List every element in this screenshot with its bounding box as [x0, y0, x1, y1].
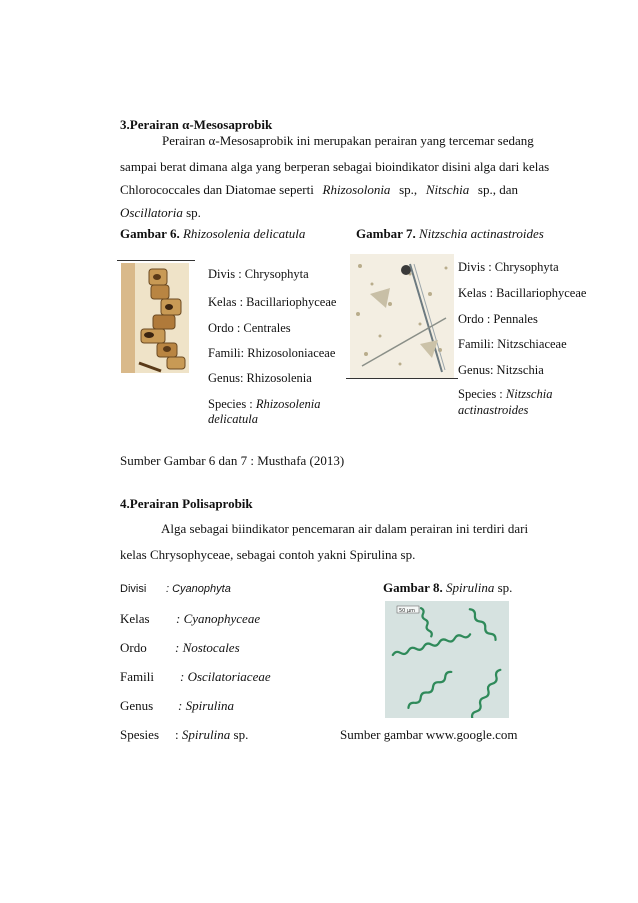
spesies-post: sp. — [233, 727, 249, 742]
figure-6-top-rule — [117, 260, 195, 261]
figure-6-7-source: Sumber Gambar 6 dan 7 : Musthafa (2013) — [120, 453, 345, 468]
figure-7-genus: Genus: Nitzschia — [458, 363, 544, 377]
figure-8-title-post: sp. — [497, 580, 513, 595]
figure-7-divis: Divis : Chrysophyta — [458, 260, 559, 274]
figure-7-title: Nitzschia actinastroides — [418, 226, 544, 241]
taxonomy-8-genus-value: : Spirulina — [178, 698, 234, 713]
figure-7-label: Gambar 7. — [356, 226, 416, 241]
figure-6-species — [208, 396, 321, 412]
figure-8-label: Gambar 8. — [383, 580, 443, 595]
species-label: Species : — [458, 387, 503, 401]
figure-7-kelas: Kelas : Bacillariophyceae — [458, 286, 587, 300]
figure-8-scale-text: 50 µm — [399, 608, 416, 614]
spesies-colon: : — [175, 727, 179, 742]
taxonomy-8-spesies-key: Spesies — [120, 727, 159, 742]
figure-7-bottom-rule — [346, 378, 458, 379]
figure-6-title: Rhizosolenia delicatula — [182, 226, 306, 241]
para-italic-nitschia: Nitschia — [425, 182, 470, 197]
taxonomy-8-ordo-value: : Nostocales — [175, 640, 240, 655]
figure-6-image — [121, 263, 189, 373]
figure-6-caption — [120, 226, 305, 242]
taxonomy-8-genus-key: Genus — [120, 698, 154, 713]
figure-7-ordo: Ordo : Pennales — [458, 312, 538, 326]
figure-6-kelas: Kelas : Bacillariophyceae — [208, 295, 337, 309]
para-italic-oscillatoria: Oscillatoria — [120, 205, 183, 220]
figure-6-label: Gambar 6. — [120, 226, 180, 241]
taxonomy-8-spesies-value — [175, 727, 248, 743]
spesies-italic: Spirulina — [181, 727, 231, 742]
figure-7-species-line-2: actinastroides — [458, 403, 529, 417]
taxonomy-8-divisi-value: : Cyanophyta — [166, 583, 231, 595]
taxonomy-8-ordo-key: Ordo — [120, 640, 147, 655]
taxonomy-8-famili-value: : Oscilatoriaceae — [180, 669, 271, 684]
section-4-para-line-1: Alga sebagai biindikator pencemaran air dalam perairan ini terdiri dari — [161, 521, 529, 536]
figure-6-genus: Genus: Rhizosolenia — [208, 371, 312, 385]
figure-8-source: Sumber gambar www.google.com — [340, 727, 518, 742]
taxonomy-8-famili-key: Famili — [120, 669, 154, 684]
section-3-para-line-1: Perairan α-Mesosaprobik ini merupakan perairan yang tercemar sedang — [162, 133, 534, 148]
section-3-para-line-4 — [120, 205, 201, 221]
para-text: sp. — [186, 205, 201, 220]
figure-8-image — [385, 601, 509, 718]
taxonomy-8-divisi-key: Divisi — [120, 583, 147, 595]
figure-7-species — [458, 386, 552, 402]
section-4-para-line-2: kelas Chrysophyceae, sebagai contoh yakni Spirulina sp. — [120, 547, 416, 562]
figure-7-image — [350, 254, 454, 378]
figure-7-caption — [356, 226, 544, 242]
figure-8-caption — [383, 580, 512, 596]
section-3-para-line-3 — [120, 182, 518, 198]
para-text: Chlorococcales dan Diatomae seperti — [120, 182, 314, 197]
figure-6-divis: Divis : Chrysophyta — [208, 267, 309, 281]
section-4-heading: 4.Perairan Polisaprobik — [120, 496, 253, 511]
species-label: Species : — [208, 397, 253, 411]
species-value: Nitzschia — [505, 387, 553, 401]
taxonomy-8-kelas-key: Kelas — [120, 611, 150, 626]
figure-8-title: Spirulina — [445, 580, 495, 595]
taxonomy-8-kelas-value: : Cyanophyceae — [176, 611, 261, 626]
para-italic-rhizosolonia: Rhizosolonia — [322, 182, 391, 197]
species-value: Rhizosolenia — [255, 397, 321, 411]
figure-6-species-line-2: delicatula — [208, 412, 258, 426]
para-text: sp., dan — [477, 182, 518, 197]
para-text: sp., — [399, 182, 418, 197]
figure-6-famili: Famili: Rhizosoloniaceae — [208, 346, 336, 360]
figure-6-ordo: Ordo : Centrales — [208, 321, 291, 335]
section-3-heading: 3.Perairan α-Mesosaprobik — [120, 117, 273, 132]
section-3-para-line-2: sampai berat dimana alga yang berperan sebagai bioindikator disini alga dari kelas — [120, 159, 550, 174]
figure-7-famili: Famili: Nitzschiaceae — [458, 337, 567, 351]
